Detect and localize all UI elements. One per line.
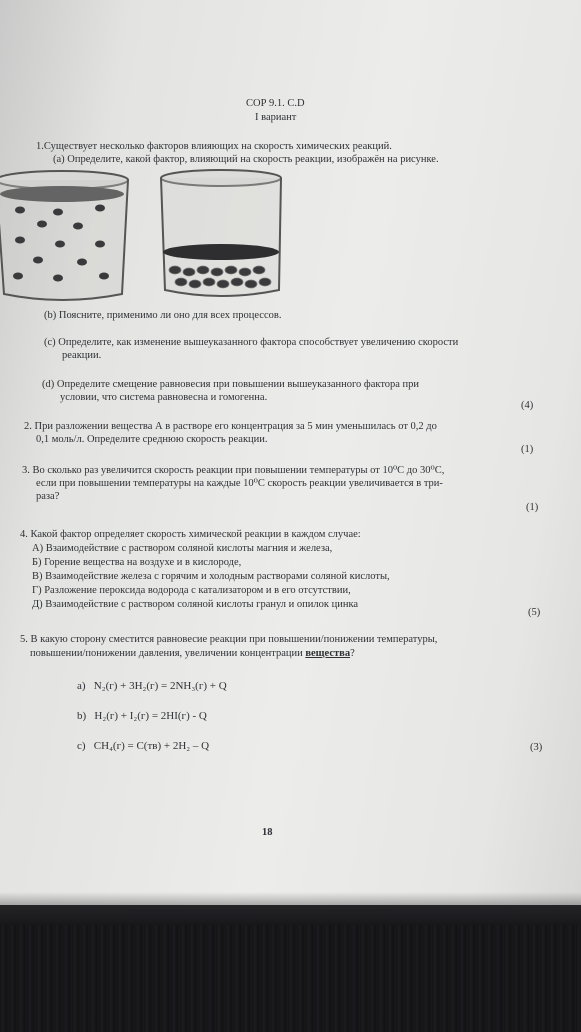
q1-score: (4) [521,400,534,411]
q5-line1: 5. В какую сторону сместится равновесие реакции при повышении/понижении температуры, [20,634,438,645]
q3-line1: 3. Во сколько раз увеличится скорость реакции при повышении температуры от 10⁰С до 30⁰С, [22,465,445,476]
q4-intro: 4. Какой фактор определяет скорость химической реакции в каждом случае: [20,529,361,540]
q4-item-v: В) Взаимодействие железа с горячим и холодным растворами соляной кислоты, [32,571,390,582]
q5-line2: повышении/понижении давления, увеличении концентрации вещества? [30,648,355,659]
q1-intro: 1.Существует несколько факторов влияющих на скорость химических реакций. [36,141,392,152]
q5-score: (3) [530,742,543,753]
q1-part-d-line1: (d) Определите смещение равновесия при повышении вышеуказанного фактора при [42,379,420,390]
q2-line1: 2. При разложении вещества А в растворе его концентрация за 5 мин уменьшилась от 0,2 до [24,421,437,432]
q3-line2: если при повышении температуры на каждые 10⁰С скорость реакции увеличивается в три- [36,478,443,489]
q1-part-a: (а) Определите, какой фактор, влияющий на скорость реакции, изображён на рисунке. [53,154,439,165]
dark-background [0,925,581,1032]
q1-part-b: (b) Поясните, применимо ли оно для всех процессов. [44,310,282,321]
variant-label: I вариант [255,112,297,123]
q1-part-c-line2: реакции. [62,350,102,361]
q4-item-d: Д) Взаимодействие с раствором соляной кислоты гранул и опилок цинка [32,599,359,610]
reaction-b: b) H₂(г) + I₂(г) = 2HI(г) - Q [77,710,207,722]
q3-line3: раза? [36,491,60,502]
q1-part-d-line2: условии, что система равновесна и гомогенна. [60,392,268,403]
q4-item-g: Г) Разложение пероксида водорода с катализатором и в его отсутствии, [32,585,351,596]
reaction-a: а) N₂(г) + 3H₂(г) = 2NH₃(г) + Q [77,680,227,692]
page-number: 18 [262,827,273,838]
beaker-dispersed-particles-icon [0,166,135,306]
q2-score: (1) [521,444,534,455]
reaction-a-equation: N₂(г) + 3H₂(г) = 2NH₃(г) + Q [93,680,227,692]
reaction-b-equation: H₂(г) + I₂(г) = 2HI(г) - Q [94,710,207,722]
q4-score: (5) [528,607,541,618]
page-title: СОР 9.1. С.D [246,98,305,109]
beaker-settled-particles-icon [155,166,290,306]
q3-score: (1) [526,502,539,513]
q4-item-a: А) Взаимодействие с раствором соляной кислоты магния и железа, [32,543,333,554]
q2-line2: 0,1 моль/л. Определите среднюю скорость реакции. [36,434,268,445]
q1-part-c-line1: (с) Определите, как изменение вышеуказанного фактора способствует увеличению скорости [44,337,459,348]
reaction-c: с) CH₄(г) = C(тв) + 2H₂ – Q [77,740,210,752]
reaction-c-equation: CH₄(г) = C(тв) + 2H₂ – Q [93,740,210,752]
underlined-word: вещества [305,648,351,659]
q4-item-b: Б) Горение вещества на воздухе и в кислороде, [32,557,242,568]
